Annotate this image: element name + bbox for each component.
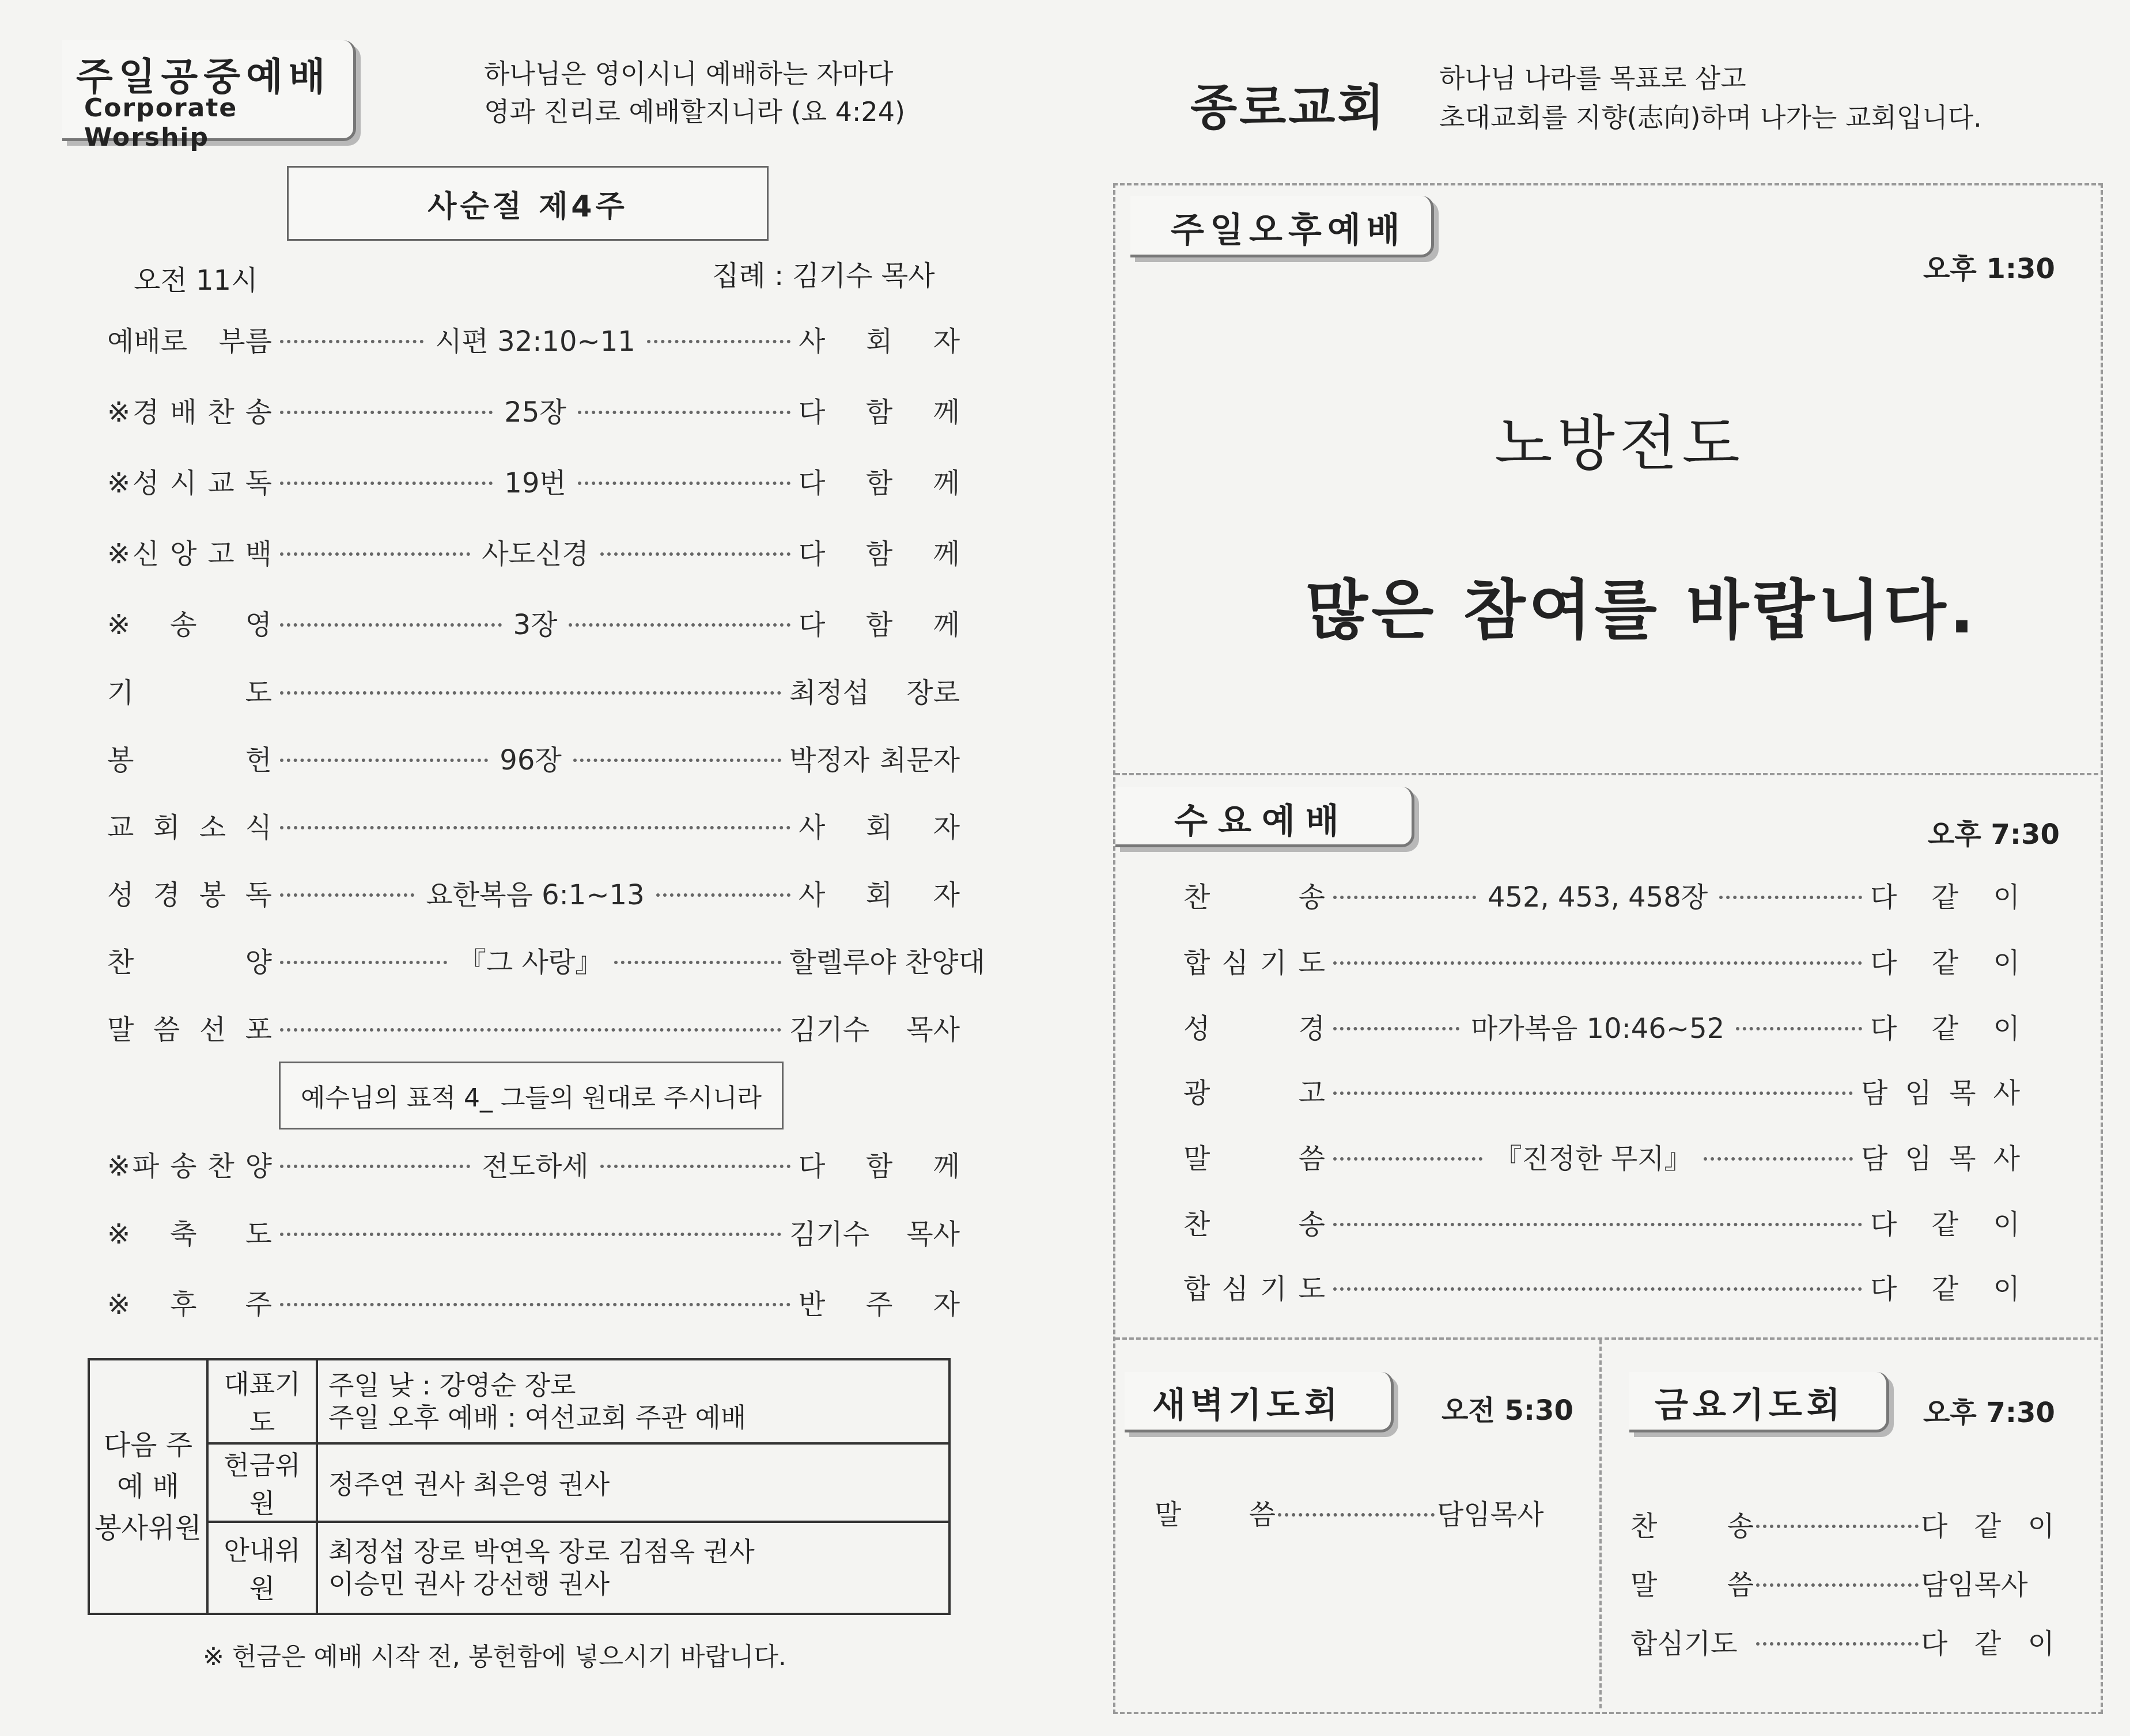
dawn-prayer-time: 오전 5:30 — [1442, 1394, 1573, 1427]
order-row: 기 도 최정섭 장로 — [107, 676, 960, 709]
season-label: 사순절 제4주 — [427, 189, 628, 224]
order-row: ※경 배 찬 송 25장 다 함 께 — [107, 396, 960, 429]
order-row: ※후 주 반 주 자 — [107, 1288, 960, 1321]
dawn-prayer-tab — [1125, 1372, 1394, 1432]
committee-role: 대표기도 — [207, 1359, 317, 1443]
divider-wednesday-prayer — [1115, 1337, 2098, 1340]
next-week-committee-table — [88, 1358, 951, 1615]
dawn-prayer-title: 새벽기도회 — [1152, 1385, 1342, 1426]
church-motto-1: 하나님 나라를 목표로 삼고 — [1439, 63, 1746, 94]
divider-sunday-wednesday — [1115, 773, 2098, 775]
sermon-title: 예수님의 표적 4_ 그들의 원대로 주시니라 — [301, 1083, 762, 1113]
order-row: ※성 시 교 독 19번 다 함 께 — [107, 467, 960, 499]
wednesday-tab — [1115, 787, 1414, 847]
worship-title-ko: 주일공중예배 — [76, 55, 331, 99]
committee-members: 정주연 권사 최은영 권사 — [317, 1443, 949, 1522]
order-row: 광 고 담 임 목 사 — [1183, 1077, 2020, 1109]
order-row: 찬 양 『그 사랑』 할렐루야 찬양대 — [107, 946, 985, 979]
divider-dawn-friday — [1599, 1340, 1602, 1708]
worship-title-tab — [62, 40, 356, 152]
sunday-pm-announcement: 노방전도 — [1495, 408, 1745, 479]
order-row: 말 씀 선 포 김기수 목사 — [107, 1013, 960, 1046]
sunday-pm-title: 주일오후예배 — [1171, 210, 1406, 251]
church-motto-2: 초대교회를 지향(志向)하며 나가는 교회입니다. — [1439, 102, 1982, 133]
presider: 집례 : 김기수 목사 — [712, 260, 935, 292]
committee-members: 최정섭 장로 박연옥 장로 김점옥 권사 이승민 권사 강선행 권사 — [317, 1522, 949, 1614]
order-row: 성 경 마가복음 10:46~52 다 같 이 — [1183, 1012, 2021, 1045]
dawn-order-row: 말 씀 담임목사 — [1155, 1498, 1544, 1531]
friday-order-row: 말 씀 담임목사 — [1630, 1568, 2028, 1601]
order-row: 봉 헌 96장 박정자 최문자 — [107, 744, 960, 776]
sermon-title-box — [279, 1062, 784, 1129]
friday-prayer-time: 오후 7:30 — [1923, 1397, 2055, 1429]
offering-footnote: ※ 헌금은 예배 시작 전, 봉헌함에 넣으시기 바랍니다. — [203, 1642, 786, 1671]
order-row: ※신 앙 고 백 사도신경 다 함 께 — [107, 537, 960, 570]
wednesday-title: 수요예배 — [1174, 801, 1349, 842]
church-name: 종로교회 — [1190, 79, 1387, 136]
committee-role: 안내위원 — [207, 1522, 317, 1614]
committee-role: 헌금위원 — [207, 1443, 317, 1522]
order-row: 합 심 기 도 다 같 이 — [1183, 946, 2020, 979]
order-row: ※축 도 김기수 목사 — [107, 1218, 960, 1250]
sunday-pm-tab — [1130, 196, 1434, 257]
order-row: 성 경 봉 독 요한복음 6:1~13 사 회 자 — [107, 878, 960, 911]
wednesday-time: 오후 7:30 — [1928, 818, 2060, 851]
friday-order-row: 찬 송 다 같 이 — [1630, 1510, 2055, 1542]
header-verse-1: 하나님은 영이시니 예배하는 자마다 — [484, 58, 894, 89]
committee-members: 주일 낮 : 강영순 장로 주일 오후 예배 : 여선교회 주관 예배 — [317, 1359, 949, 1443]
worship-title-en: Corporate Worship — [84, 93, 238, 152]
friday-order-row: 합심기도 다 같 이 — [1630, 1627, 2055, 1660]
order-row: 찬 송 452, 453, 458장 다 같 이 — [1183, 881, 2021, 914]
friday-prayer-title: 금요기도회 — [1655, 1385, 1845, 1426]
sunday-pm-time: 오후 1:30 — [1923, 253, 2055, 285]
order-row: 교 회 소 식 사 회 자 — [107, 811, 960, 844]
order-row: 말 씀 『진정한 무지』 담 임 목 사 — [1183, 1142, 2021, 1175]
service-time: 오전 11시 — [134, 264, 258, 297]
order-row: 예배로 부름 시편 32:10~11 사 회 자 — [107, 325, 960, 358]
season-box — [287, 166, 769, 241]
order-row: ※파 송 찬 양 전도하세 다 함 께 — [107, 1150, 960, 1182]
order-row: ※송 영 3장 다 함 께 — [107, 608, 960, 641]
sunday-pm-invitation: 많은 참여를 바랍니다. — [1306, 573, 1978, 648]
friday-prayer-tab — [1629, 1372, 1889, 1432]
order-row: 합 심 기 도 다 같 이 — [1183, 1272, 2020, 1305]
order-row: 찬 송 다 같 이 — [1183, 1208, 2020, 1241]
committee-heading: 다음 주 예 배 봉사위원 — [89, 1359, 207, 1614]
header-verse-2: 영과 진리로 예배할지니라 (요 4:24) — [484, 96, 905, 127]
